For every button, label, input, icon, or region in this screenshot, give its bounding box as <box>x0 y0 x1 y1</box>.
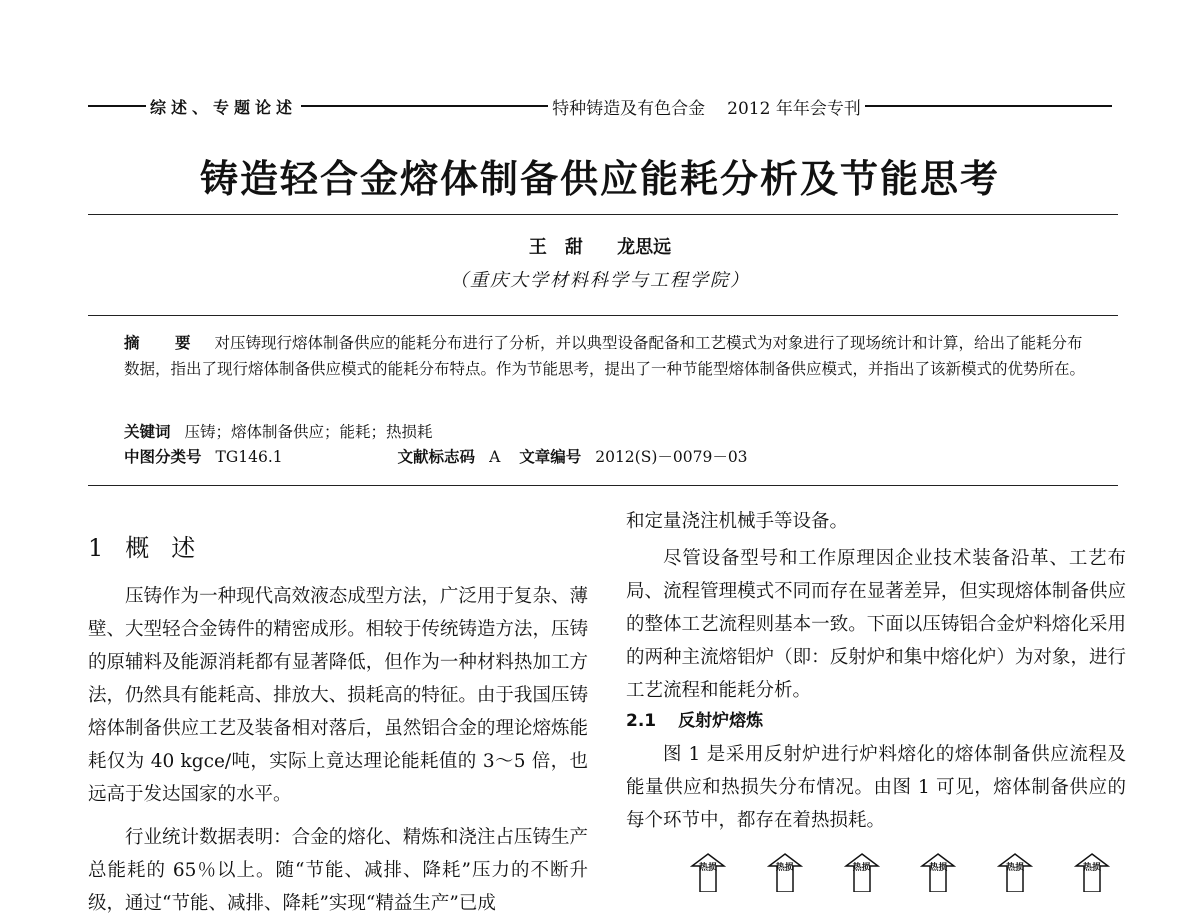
doc-code-label: 文献标志码 <box>397 448 476 466</box>
paragraph: 行业统计数据表明：合金的熔化、精炼和浇注占压铸生产总能耗的 65％以上。随“节能、减排、降耗”压力的不断升级，通过“节能、减排、降耗”实现“精益生产”已成 <box>88 827 588 914</box>
left-column-body <box>88 580 588 920</box>
paragraph: 图 1 是采用反射炉进行炉料熔化的熔体制备供应流程及能量供应和热损失分布情况。由图 1 可见，熔体制备供应的每个环节中，都存在着热损耗。 <box>626 744 1126 831</box>
section-heading <box>88 528 217 563</box>
heat-loss-arrow <box>690 852 726 892</box>
header-year-issue: 2012 年年会专刊 <box>727 98 861 119</box>
abstract <box>124 330 1094 382</box>
keywords-label: 关键词 <box>124 423 171 441</box>
section-title: 概述 <box>125 534 218 562</box>
heat-loss-label: 热损 <box>1082 863 1101 873</box>
header-rule-lead <box>88 105 146 107</box>
article-no-value: 2012(S)－0079－03 <box>595 448 748 466</box>
abstract-divider-top <box>88 315 1118 316</box>
header-journal-name: 特种铸造及有色合金 <box>552 98 706 119</box>
subsection-heading <box>626 706 763 731</box>
section-number: 1 <box>88 534 104 562</box>
heat-loss-arrow <box>997 852 1033 892</box>
heat-loss-arrow <box>844 852 880 892</box>
heat-loss-arrow <box>920 852 956 892</box>
clc-value: TG146.1 <box>215 448 283 466</box>
heat-loss-arrow <box>767 852 803 892</box>
running-header <box>88 94 1116 118</box>
paragraph-continuation: 和定量浇注机械手等设备。 <box>626 511 849 532</box>
paragraph: 尽管设备型号和工作原理因企业技术装备沿革、工艺布局、流程管理模式不同而存在显著差异，但实现熔体制备供应的整体工艺流程则基本一致。下面以压铸铝合金炉料熔化采用的两种主流熔铝炉（即：反射炉和集中熔化炉）为对象，进行工艺流程和能耗分析。 <box>626 548 1126 701</box>
heat-loss-arrow <box>1074 852 1110 892</box>
header-section-label: 综述、专题论述 <box>150 97 298 117</box>
heat-loss-label: 热损 <box>852 863 871 873</box>
author-name: 王 甜 <box>528 237 583 258</box>
header-rule-trailing <box>865 105 1112 107</box>
subsection-title: 反射炉熔炼 <box>678 711 764 731</box>
heat-loss-label: 热损 <box>929 863 948 873</box>
keywords-text: 压铸；熔体制备供应；能耗；热损耗 <box>184 423 433 441</box>
heat-loss-label: 热损 <box>698 863 717 873</box>
right-column-body <box>626 505 1126 707</box>
abstract-label: 摘 要 <box>124 334 201 352</box>
paper-title: 铸造轻合金熔体制备供应能耗分析及节能思考 <box>199 157 1000 201</box>
author-affiliation: （重庆大学材料科学与工程学院） <box>450 270 750 291</box>
author-name: 龙思远 <box>617 237 672 258</box>
doc-code-value: A <box>489 448 501 466</box>
clc-label: 中图分类号 <box>124 448 202 466</box>
subsection-body <box>626 738 1126 837</box>
paragraph: 压铸作为一种现代高效液态成型方法，广泛用于复杂、薄壁、大型轻合金铸件的精密成形。相较于传统铸造方法，压铸的原辅料及能源消耗都有显著降低，但作为一种材料热加工方法，仍然具有能耗高、排放大、损耗高的特征。由于我国压铸熔体制备供应工艺及装备相对落后，虽然铝合金的理论熔炼能耗仅为 40 kgce/吨，实际上竟达理论能耗值的 3～5 倍，也远高于发达国家的水平。 <box>88 586 588 805</box>
article-no-label: 文章编号 <box>519 448 582 466</box>
heat-loss-label: 热损 <box>775 863 794 873</box>
figure-heat-loss-arrows <box>690 852 1110 892</box>
heat-loss-label: 热损 <box>1006 863 1025 873</box>
keywords <box>124 419 1094 445</box>
classification-meta <box>124 445 748 467</box>
author-list <box>0 233 1200 259</box>
title-divider <box>88 214 1118 215</box>
abstract-divider-bottom <box>88 485 1118 486</box>
header-rule-middle <box>301 105 548 107</box>
subsection-number: 2.1 <box>626 711 657 731</box>
abstract-text: 对压铸现行熔体制备供应的能耗分布进行了分析，并以典型设备配备和工艺模式为对象进行了现场统计和计算，给出了能耗分布数据，指出了现行熔体制备供应模式的能耗分布特点。作为节能思考，提出了一种节能型熔体制备供应模式，并指出了该新模式的优势所在。 <box>124 334 1086 378</box>
